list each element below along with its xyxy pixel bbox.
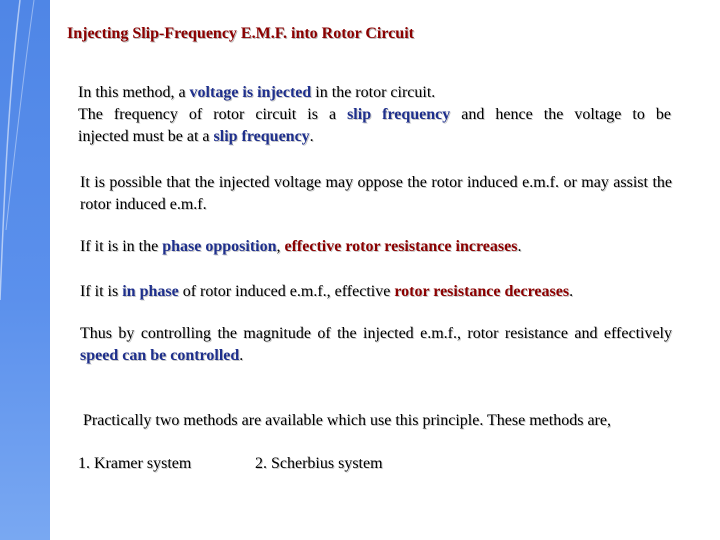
paragraph-in-phase: If it is in phase of rotor induced e.m.f., effective rotor resistance decreases.	[80, 283, 574, 300]
paragraph-two-methods: Practically two methods are available which use this principle. These methods are,	[83, 412, 611, 429]
paragraph-oppose-or-assist: It is possible that the injected voltage may oppose the rotor induced e.m.f. or may assist the rotor induced e.m.f.	[80, 174, 672, 213]
highlight-in-phase: in phase	[122, 283, 179, 300]
intro-line-2: The frequency of rotor circuit is a slip frequency and hence the voltage to be	[78, 106, 672, 123]
paragraph-method-intro	[78, 82, 671, 148]
paragraph-speed-control: Thus by controlling the magnitude of the injected e.m.f., rotor resistance and effectively speed can be controlled.	[80, 325, 672, 364]
highlight-slip-frequency-2: slip frequency	[213, 128, 310, 145]
highlight-resistance-increases: effective rotor resistance increases	[284, 238, 518, 255]
highlight-phase-opposition: phase opposition	[162, 238, 277, 255]
highlight-speed-controlled: speed can be controlled	[80, 347, 240, 364]
highlight-slip-frequency: slip frequency	[347, 106, 451, 123]
highlight-resistance-decreases: rotor resistance decreases	[394, 283, 570, 300]
decorative-side-bar	[0, 0, 50, 540]
curve-lines-decoration	[0, 0, 50, 540]
method-item-scherbius: 2. Scherbius system	[255, 455, 383, 472]
paragraph-phase-opposition: If it is in the phase opposition, effective rotor resistance increases.	[80, 238, 522, 255]
highlight-voltage-injected: voltage is injected	[189, 84, 312, 101]
slide-title: Injecting Slip-Frequency E.M.F. into Rotor Circuit	[67, 25, 414, 42]
intro-line-1: In this method, a voltage is injected in the rotor circuit.	[78, 84, 436, 101]
method-item-kramer: 1. Kramer system	[78, 455, 192, 472]
intro-line-3: injected must be at a slip frequency.	[78, 128, 314, 145]
